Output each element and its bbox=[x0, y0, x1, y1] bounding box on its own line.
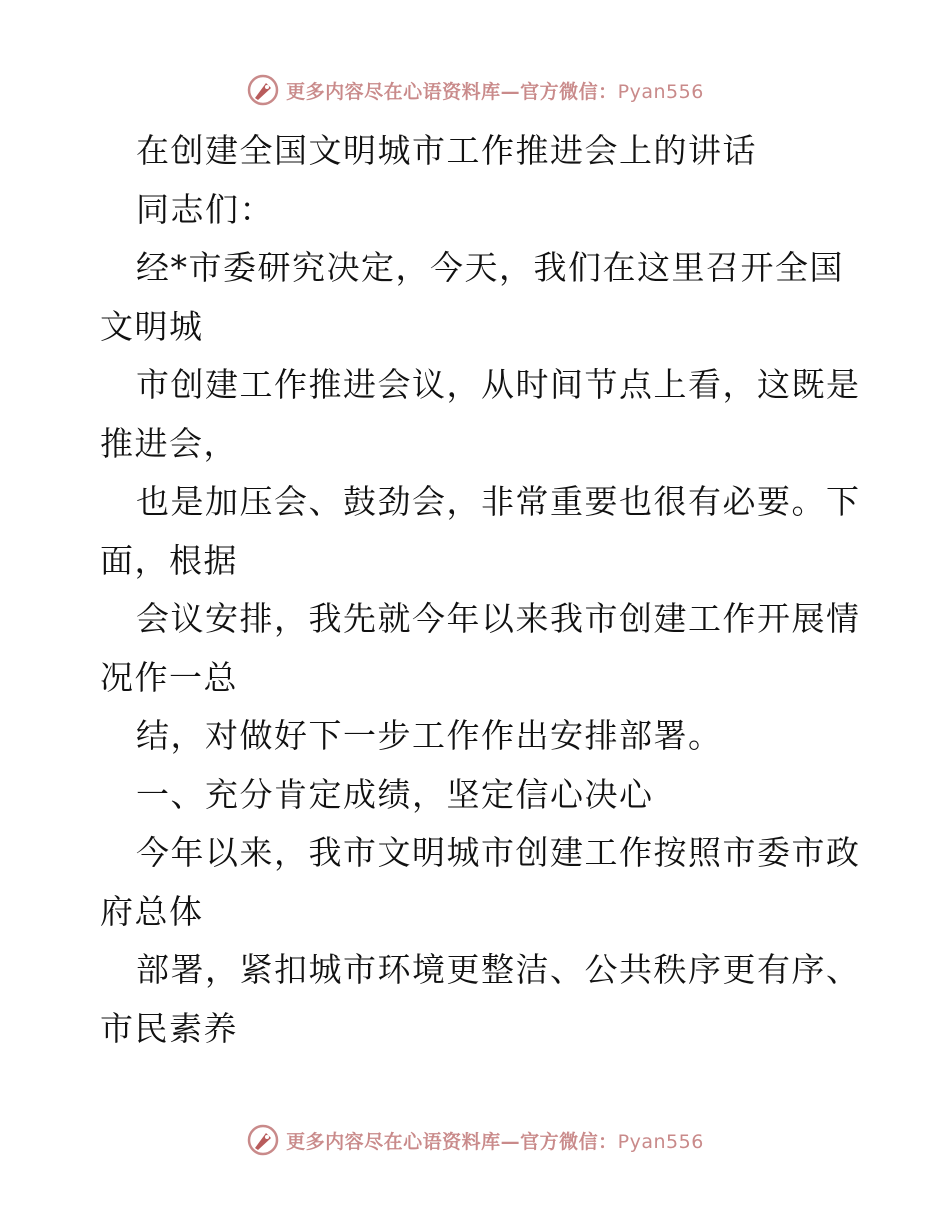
salutation: 同志们： bbox=[136, 189, 274, 229]
pen-nib-logo-icon bbox=[246, 73, 280, 107]
paragraph-line: 市民素养 bbox=[100, 1008, 238, 1048]
pen-nib-logo-icon bbox=[246, 1123, 280, 1157]
paragraph-line: 部署，紧扣城市环境更整洁、公共秩序更有序、 bbox=[136, 950, 861, 989]
watermark-text: 更多内容尽在心语资料库—官方微信：Pyan556 bbox=[286, 80, 704, 103]
section-heading: 一、充分肯定成绩，坚定信心决心 bbox=[136, 774, 654, 814]
paragraph-line: 今年以来，我市文明城市创建工作按照市委市政 bbox=[136, 833, 861, 872]
document-body bbox=[100, 122, 860, 1058]
paragraph-line: 文明城 bbox=[100, 306, 204, 346]
paragraph-line: 结，对做好下一步工作作出安排部署。 bbox=[136, 716, 723, 755]
document-title: 在创建全国文明城市工作推进会上的讲话 bbox=[136, 131, 757, 170]
watermark-text: 更多内容尽在心语资料库—官方微信：Pyan556 bbox=[286, 1130, 704, 1153]
header-watermark bbox=[0, 70, 950, 110]
paragraph-line: 况作一总 bbox=[100, 657, 238, 697]
paragraph-line: 也是加压会、鼓劲会，非常重要也很有必要。下 bbox=[136, 482, 861, 521]
paragraph-line: 面，根据 bbox=[100, 540, 238, 580]
paragraph-line: 市创建工作推进会议，从时间节点上看，这既是 bbox=[136, 365, 861, 404]
footer-watermark bbox=[0, 1120, 950, 1160]
paragraph-line: 会议安排，我先就今年以来我市创建工作开展情 bbox=[136, 599, 861, 638]
paragraph-line: 经*市委研究决定，今天，我们在这里召开全国 bbox=[136, 248, 844, 287]
paragraph-line: 推进会， bbox=[100, 423, 238, 463]
paragraph-line: 府总体 bbox=[100, 891, 204, 931]
